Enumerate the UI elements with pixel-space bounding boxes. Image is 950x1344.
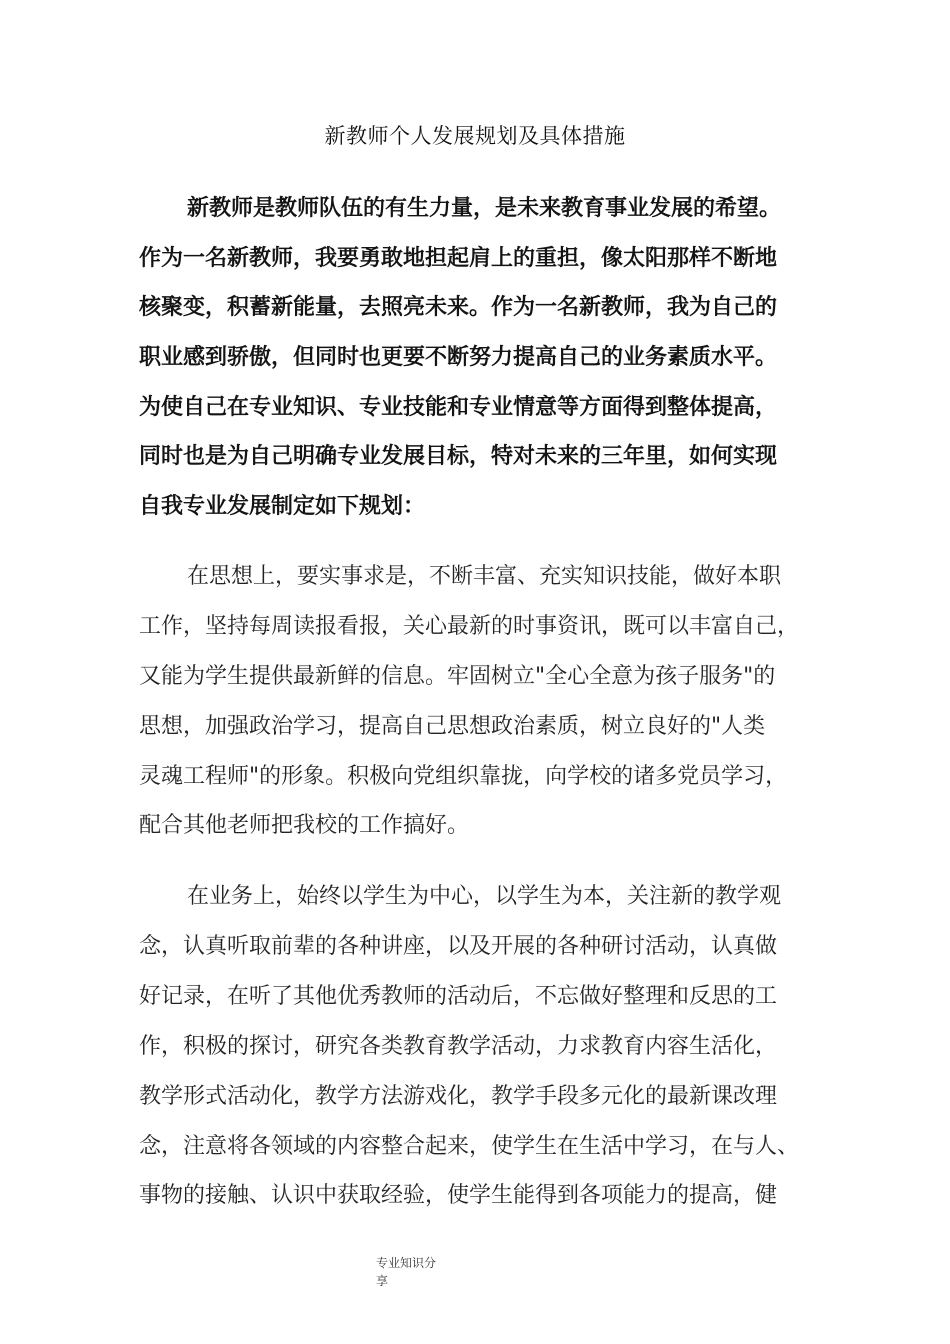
paragraph-line: 事物的接触、认识中获取经验，使学生能得到各项能力的提高，健 [139,1183,778,1208]
paragraph-line: 作为一名新教师，我要勇敢地担起肩上的重担，像太阳那样不断地 [139,246,778,271]
paragraph-line: 核聚变，积蓄新能量，去照亮未来。作为一名新教师，我为自己的 [139,295,778,320]
paragraph-line: 在思想上，要实事求是，不断丰富、充实知识技能，做好本职 [187,564,782,589]
paragraph-line: 又能为学生提供最新鲜的信息。牢固树立"全心全意为孩子服务"的 [139,664,776,689]
paragraph-line: 灵魂工程师"的形象。积极向党组织靠拢，向学校的诸多党员学习， [139,764,788,789]
footer-text-line: 专业知识分 [376,1256,437,1270]
paragraph-line: 新教师是教师队伍的有生力量，是未来教育事业发展的希望。 [187,196,782,221]
paragraph-line: 念，认真听取前辈的各种讲座，以及开展的各种研讨活动，认真做 [139,934,778,959]
paragraph-line: 职业感到骄傲，但同时也更要不断努力提高自己的业务素质水平。 [139,345,778,370]
page-footer [376,1254,456,1290]
paragraph-line: 同时也是为自己明确专业发展目标，特对未来的三年里，如何实现 [139,444,778,469]
paragraph-line: 念，注意将各领域的内容整合起来，使学生在生活中学习，在与人、 [139,1134,800,1159]
paragraph-line: 自我专业发展制定如下规划： [139,494,426,519]
footer-text-line: 享 [376,1274,389,1288]
paragraph-line: 在业务上，始终以学生为中心，以学生为本，关注新的教学观 [187,884,782,909]
paragraph-line: 配合其他老师把我校的工作搞好。 [139,813,470,838]
paragraph-line: 思想，加强政治学习，提高自己思想政治素质，树立良好的"人类 [139,714,766,739]
paragraph-line: 教学形式活动化，教学方法游戏化，教学手段多元化的最新课改理 [139,1084,778,1109]
document-title: 新教师个人发展规划及具体措施 [324,124,626,148]
paragraph-line: 好记录，在听了其他优秀教师的活动后，不忘做好整理和反思的工 [139,984,778,1009]
paragraph-line: 作，积极的探讨，研究各类教育教学活动，力求教育内容生活化， [139,1034,778,1059]
paragraph-line: 为使自己在专业知识、专业技能和专业情意等方面得到整体提高， [139,395,778,420]
paragraph-line: 工作，坚持每周读报看报，关心最新的时事资讯，既可以丰富自己， [139,614,800,639]
